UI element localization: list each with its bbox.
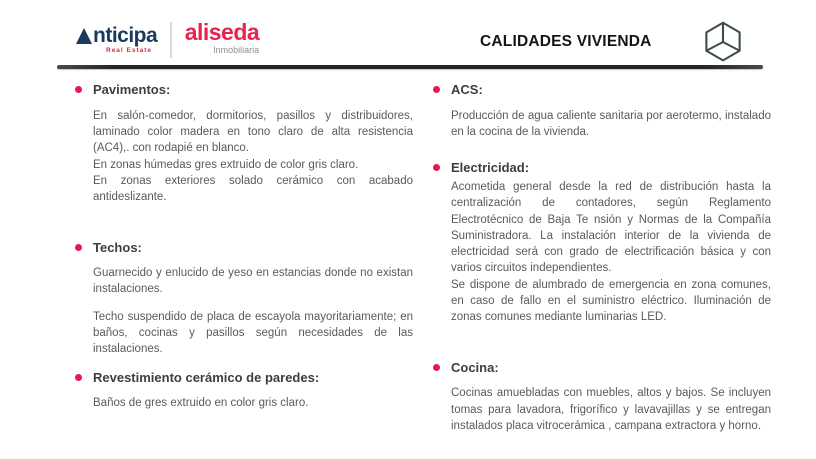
section-body [75,265,413,358]
paragraph: Se dispone de alumbrado de emergencia en zona comunes, en caso de fallo en el suministro eléctrico. Iluminación de zonas comunes mediante luminarias LED. [451,278,771,324]
section-heading-row [433,82,771,98]
section-cocina [433,360,771,435]
aliseda-tagline: Inmobiliaria [213,45,260,55]
bullet-icon [433,86,440,93]
section-heading-row [75,240,413,256]
section-acs [433,82,771,140]
aliseda-logo [185,21,260,55]
bullet-icon [75,244,82,251]
bullet-icon [75,86,82,93]
right-column [433,82,771,434]
paragraph: Baños de gres extruido en color gris claro. [93,397,309,410]
section-body [75,108,413,206]
logo-divider [170,22,172,58]
section-heading-row [433,360,771,376]
section-title: Cocina: [451,359,499,375]
paragraph: Producción de agua caliente sanitaria por aerotermo, instalado en la cocina de la vivienda. [451,109,771,138]
section-heading-row [75,370,413,386]
paragraph: En zonas exteriores solado cerámico con acabado antideslizante. [93,174,413,204]
section-title: Techos: [93,239,142,255]
section-body [433,108,771,141]
header-rule [57,65,763,69]
section-heading-row [433,160,771,176]
anticipa-wordmark-text: nticipa [93,23,158,47]
paragraph: Acometida general desde la red de distribución hasta la centralización de contadores, según Reglamento Electrotécnico de Baja Te nsión y Normas de la Compañía Suministradora. La instalación interior de la vivienda de electricidad será con grado de electrificación básica y con varios circuitos independientes. [451,180,771,275]
section-body [75,395,413,411]
aliseda-wordmark-text: aliseda [184,19,260,45]
section-title: ACS: [451,82,483,97]
section-revestimiento [75,370,413,412]
anticipa-wordmark [76,25,157,46]
brand-logos [76,20,259,58]
anticipa-logo [76,25,157,54]
anticipa-triangle-icon [76,28,92,44]
paragraph: En zonas húmedas gres extruido de color gris claro. [93,158,359,171]
cube-icon [702,20,744,69]
bullet-icon [75,374,82,381]
section-title: Electricidad: [451,160,530,176]
section-body [433,179,771,326]
paragraph: Cocinas amuebladas con muebles, altos y bajos. Se incluyen tomas para lavadora, frigorífico y lavavajillas y se entregan instalados placa vitrocerámica , campana extractora y horno. [451,387,771,433]
section-heading-row [75,82,413,98]
section-body [433,385,771,434]
section-pavimentos [75,82,413,206]
section-electricidad [433,160,771,326]
page-title: CALIDADES VIVIENDA [480,33,652,50]
bullet-icon [433,164,440,171]
paragraph: En salón-comedor, dormitorios, pasillos y distribuidores, laminado color madera en tono claro de alta resistencia (AC4),. con rodapié en blanco. [93,109,413,155]
content [0,82,816,434]
anticipa-tagline: Real Estate [106,46,153,54]
paragraph: Guarnecido y enlucido de yeso en estancias donde no existan instalaciones. [93,267,413,296]
left-column [75,82,413,434]
bullet-icon [433,364,440,371]
section-techos [75,240,413,358]
section-title: Revestimiento cerámico de paredes: [93,369,320,385]
paragraph: Techo suspendido de placa de escayola mayoritariamente; en baños, cocinas y pasillos según necesidades de las instalaciones. [93,310,413,356]
section-title: Pavimentos: [93,82,171,97]
